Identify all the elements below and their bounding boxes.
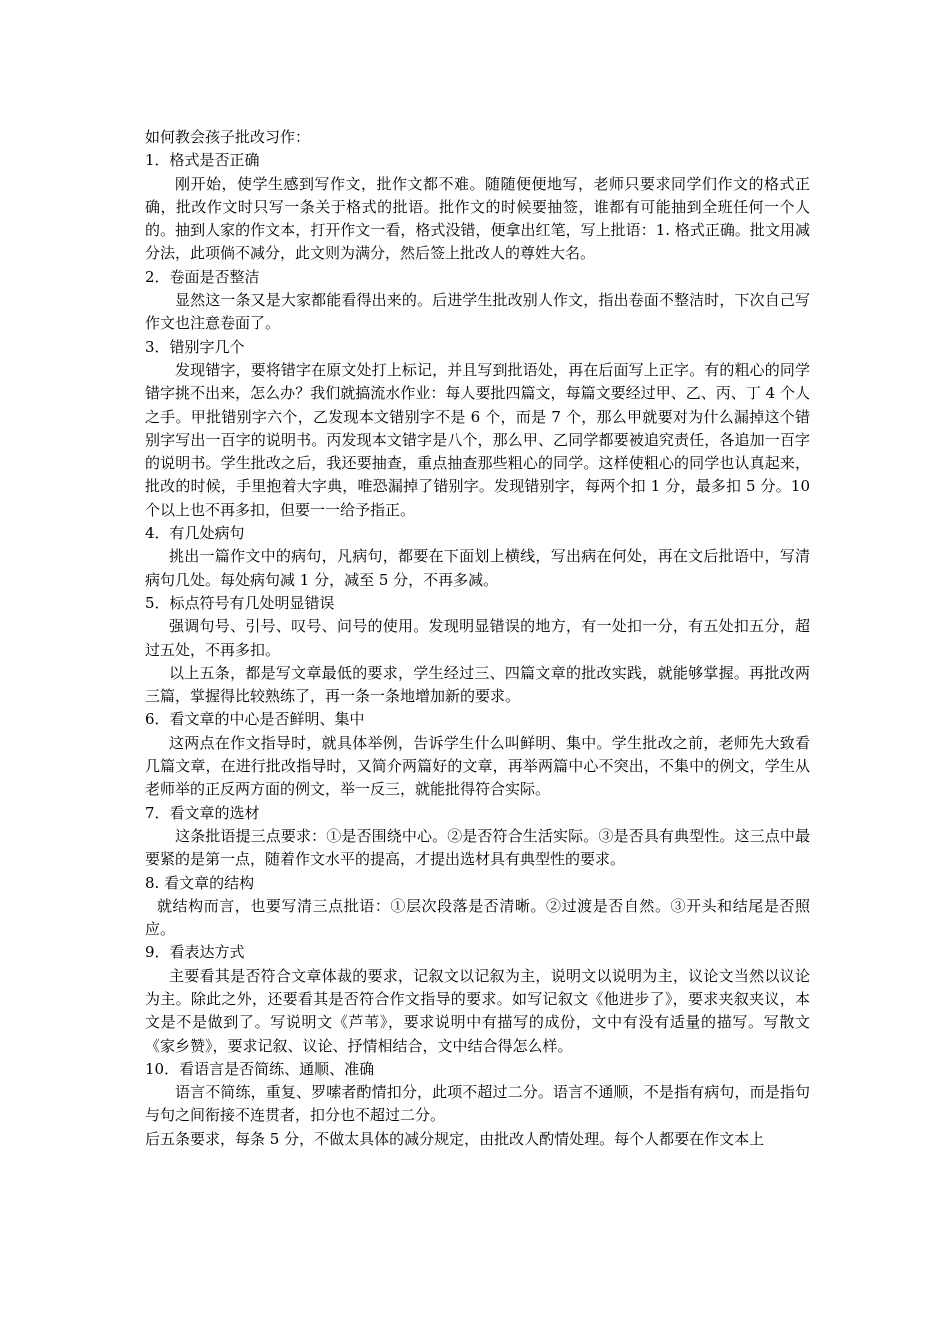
section-heading: 5．标点符号有几处明显错误 bbox=[145, 593, 335, 612]
paragraph: 挑出一篇作文中的病句，凡病句，都要在下面划上横线，写出病在何处，再在文后批语中，写清病句几处。每处病句减 1 分，减至 5 分，不再多减。 bbox=[145, 547, 810, 589]
paragraph: 后五条要求，每条 5 分，不做太具体的减分规定，由批改人酌情处理。每个人都要在作文本上 bbox=[145, 1129, 765, 1148]
paragraph: 显然这一条又是大家都能看得出来的。后进学生批改别人作文，指出卷面不整洁时，下次自己写作文也注意卷面了。 bbox=[145, 291, 810, 333]
paragraph: 语言不简练，重复、罗嗦者酌情扣分，此项不超过二分。语言不通顺，不是指有病句，而是指句与句之间衔接不连贯者，扣分也不超过二分。 bbox=[145, 1083, 810, 1125]
document-page bbox=[145, 126, 810, 1151]
section-heading: 10．看语言是否简练、通顺、准确 bbox=[145, 1059, 375, 1078]
section-heading: 1．格式是否正确 bbox=[145, 151, 260, 170]
paragraph: 这两点在作文指导时，就具体举例，告诉学生什么叫鲜明、集中。学生批改之前，老师先大致看几篇文章，在进行批改指导时，又简介两篇好的文章，再举两篇中心不突出，不集中的例文，学生从老师举的正反两方面的例文，举一反三，就能批得符合实际。 bbox=[145, 733, 810, 799]
paragraph: 就结构而言，也要写清三点批语：①层次段落是否清晰。②过渡是否自然。③开头和结尾是否照应。 bbox=[145, 896, 810, 939]
document-title: 如何教会孩子批改习作： bbox=[145, 128, 311, 146]
paragraph: 以上五条，都是写文章最低的要求，学生经过三、四篇文章的批改实践，就能够掌握。再批改两三篇，掌握得比较熟练了，再一条一条地增加新的要求。 bbox=[145, 663, 810, 706]
section-heading: 4．有几处病句 bbox=[145, 524, 245, 543]
section-heading: 9．看表达方式 bbox=[145, 943, 245, 962]
paragraph: 这条批语提三点要求：①是否围绕中心。②是否符合生活实际。③是否具有典型性。这三点中最要紧的是第一点，随着作文水平的提高，才提出选材具有典型性的要求。 bbox=[145, 826, 810, 869]
paragraph: 主要看其是否符合文章体裁的要求，记叙文以记叙为主，说明文以说明为主，议论文当然以议论为主。除此之外，还要看其是否符合作文指导的要求。如写记叙文《他进步了》，要求夹叙夹议，本文是不是做到了。写说明文《芦苇》，要求说明中有描写的成份，文中有没有适量的描写。写散文《家乡赞》，要求记叙、议论、抒情相结合，文中结合得怎么样。 bbox=[145, 966, 810, 1055]
paragraph: 强调句号、引号、叹号、问号的使用。发现明显错误的地方，有一处扣一分，有五处扣五分，超过五处，不再多扣。 bbox=[145, 617, 810, 659]
section-heading: 7．看文章的选材 bbox=[145, 803, 260, 822]
paragraph: 刚开始，使学生感到写作文，批作文都不难。随随便便地写，老师只要求同学们作文的格式正确，批改作文时只写一条关于格式的批语。批作文的时候要抽签，谁都有可能抽到全班任何一个人的。抽到人家的作文本，打开作文一看，格式没错，便拿出红笔，写上批语：1. 格式正确。批文用减分法，此项倘不减分，此文则为满分，然后签上批改人的尊姓大名。 bbox=[145, 174, 810, 263]
section-heading: 6．看文章的中心是否鲜明、集中 bbox=[145, 710, 365, 729]
paragraph: 发现错字，要将错字在原文处打上标记，并且写到批语处，再在后面写上正字。有的粗心的同学错字挑不出来，怎么办？我们就搞流水作业：每人要批四篇文，每篇文要经过甲、乙、丙、丁 4 个人之手。甲批错别字六个，乙发现本文错别字不是 6 个，而是 7 个，那么甲就要对为什么漏掉这个错别字写出一百字的说明书。丙发现本文错字是八个，那么甲、乙同学都要被追究责任，各追加一百字的说明书。学生批改之后，我还要抽查，重点抽查那些粗心的同学。这样使粗心的同学也认真起来，批改的时候，手里抱着大字典，唯恐漏掉了错别字。发现错别字，每两个扣 1 分，最多扣 5 分。10 个以上也不再多扣，但要一一给予指正。 bbox=[145, 360, 810, 519]
section-heading: 8. 看文章的结构 bbox=[145, 873, 255, 892]
section-heading: 3．错别字几个 bbox=[145, 337, 245, 356]
section-heading: 2．卷面是否整洁 bbox=[145, 267, 260, 286]
